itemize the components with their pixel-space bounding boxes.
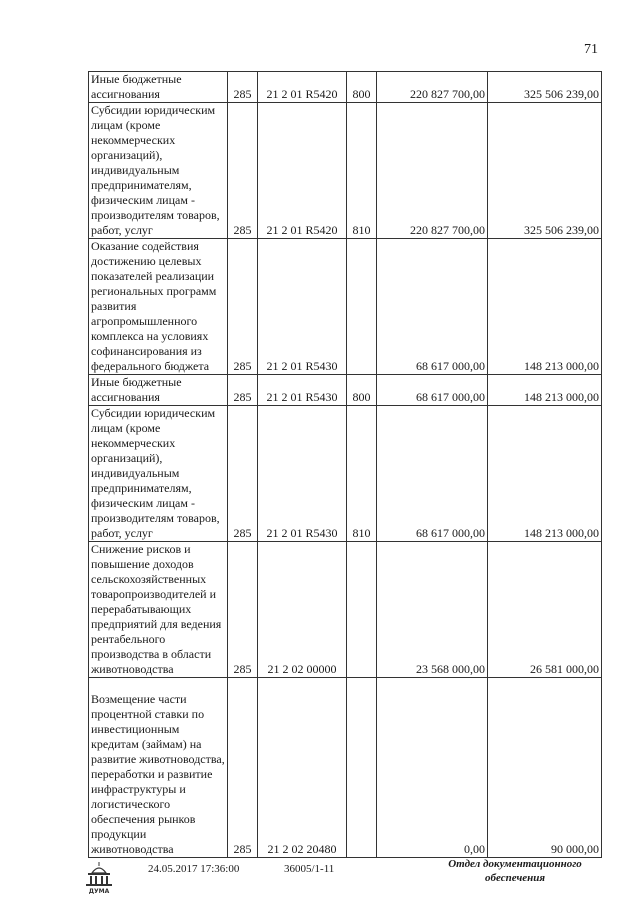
row-name: Снижение рисков и повышение доходов сельскохозяйственных товаропроизводителей и перерабатывающих предприятий для ведения рентабельного производства в области животноводства [89,542,228,678]
row-csr: 21 2 01 R5430 [258,239,347,375]
row-vr: 800 [347,375,377,406]
row-sum-2018: 220 827 700,00 [377,103,488,239]
stamp-line-1: Отдел документационного [448,858,582,870]
row-csr: 21 2 01 R5420 [258,72,347,103]
row-sum-2019: 325 506 239,00 [488,72,602,103]
row-ved: 285 [228,542,258,678]
row-sum-2019: 90 000,00 [488,678,602,858]
footer-timestamp: 24.05.2017 17:36:00 [148,863,240,875]
row-sum-2018: 0,00 [377,678,488,858]
row-vr [347,239,377,375]
row-csr: 21 2 01 R5430 [258,406,347,542]
row-vr: 810 [347,406,377,542]
row-name: Возмещение части процентной ставки по инвестиционным кредитам (займам) на развитие животноводства, переработки и развитие инфраструктуры и логистического обеспечения рынков продукции животноводства [89,678,228,858]
table-row [89,103,602,239]
row-sum-2018: 68 617 000,00 [377,239,488,375]
row-sum-2018: 23 568 000,00 [377,542,488,678]
row-ved: 285 [228,72,258,103]
table-row [89,406,602,542]
row-csr: 21 2 01 R5430 [258,375,347,406]
row-sum-2019: 148 213 000,00 [488,375,602,406]
row-sum-2019: 148 213 000,00 [488,239,602,375]
row-vr [347,542,377,678]
logo-text: ДУМА [88,888,110,895]
row-vr [347,678,377,858]
row-ved: 285 [228,678,258,858]
row-ved: 285 [228,406,258,542]
table-row [89,678,602,858]
row-vr: 800 [347,72,377,103]
row-name: Иные бюджетные ассигнования [89,375,228,406]
row-csr: 21 2 02 20480 [258,678,347,858]
row-ved: 285 [228,103,258,239]
row-vr: 810 [347,103,377,239]
row-ved: 285 [228,239,258,375]
page-footer [0,855,640,905]
department-stamp [440,857,590,885]
row-csr: 21 2 02 00000 [258,542,347,678]
row-sum-2018: 220 827 700,00 [377,72,488,103]
budget-table [88,71,602,858]
row-name: Субсидии юридическим лицам (кроме некоммерческих организаций), индивидуальным предпринимателям, физическим лицам - производителям товаров, работ, услуг [89,406,228,542]
row-name: Оказание содействия достижению целевых показателей реализации региональных программ развития агропромышленного комплекса на условиях софинансирования из федерального бюджета [89,239,228,375]
row-ved: 285 [228,375,258,406]
table-row [89,72,602,103]
row-sum-2019: 148 213 000,00 [488,406,602,542]
table-row [89,542,602,678]
table-row [89,239,602,375]
row-sum-2018: 68 617 000,00 [377,375,488,406]
footer-doc-number: 36005/1-11 [284,863,335,875]
row-sum-2019: 26 581 000,00 [488,542,602,678]
row-sum-2018: 68 617 000,00 [377,406,488,542]
duma-emblem-icon [80,861,118,895]
stamp-line-2: обеспечения [484,872,545,884]
table-row [89,375,602,406]
page-number: 71 [584,42,598,57]
row-sum-2019: 325 506 239,00 [488,103,602,239]
row-name: Субсидии юридическим лицам (кроме некоммерческих организаций), индивидуальным предпринимателям, физическим лицам - производителям товаров, работ, услуг [89,103,228,239]
row-name: Иные бюджетные ассигнования [89,72,228,103]
row-csr: 21 2 01 R5420 [258,103,347,239]
